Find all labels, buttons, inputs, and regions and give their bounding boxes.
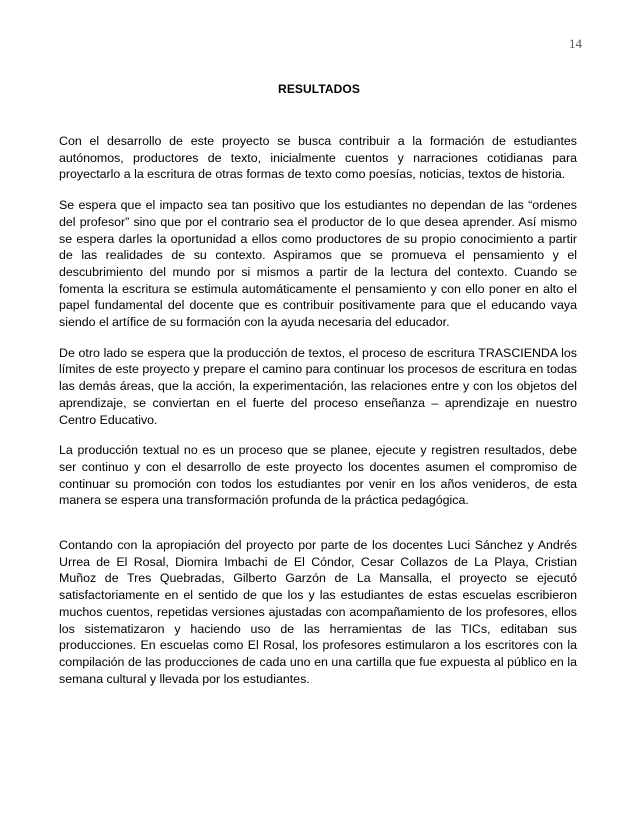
paragraph-continuity: La producción textual no es un proceso que se planee, ejecute y registren resultados, debe ser continuo y con el desarrollo de este proyecto los docentes asumen el compromiso de continuar su promoción con todos los estudiantes por venir en los años venideros, de esta manera se espera una transformación profunda de la práctica pedagógica.: [59, 443, 577, 508]
paragraph-trascienda: De otro lado se espera que la producción de textos, el proceso de escritura TRASCIENDA los límites de este proyecto y prepare el camino para continuar los procesos de escritura en todas las demás áreas, que la acción, la experimentación, las relaciones entre y con los objetos del aprendizaje, se conviertan en el fuerte del proceso enseñanza – aprendizaje en nuestro Centro Educativo.: [59, 345, 577, 427]
paragraph-impact: Se espera que el impacto sea tan positivo que los estudiantes no dependan de las “ordenes del profesor” sino que por el contrario sea el productor de lo que desea aprender. Así mismo se espera darles la oportunidad a ellos como productores de su propio conocimiento a partir de las realidades de su contexto. Aspiramos que se promueva el pensamiento y el descubrimiento del mundo por si mismos a partir de la lectura del contexto. Cuando se fomenta la escritura se estimula automáticamente el pensamiento y con ello poner en alto el papel fundamental del docente que es contribuir positivamente para que el educando vaya siendo el artífice de su formación con la ayuda necesaria del educador.: [59, 198, 577, 330]
page-number: 14: [569, 36, 582, 51]
paragraph-intro: Con el desarrollo de este proyecto se busca contribuir a la formación de estudiantes autónomos, productores de texto, inicialmente cuentos y narraciones cotidianas para proyectarlo a la escritura de otras formas de texto como poesías, noticias, textos de historia.: [59, 134, 577, 182]
paragraph-teachers: Contando con la apropiación del proyecto por parte de los docentes Luci Sánchez y Andrés Urrea de El Rosal, Diomira Imbachi de El Cóndor, Cesar Collazos de La Playa, Cristian Muñoz de Tres Quebradas, Gilberto Garzón de La Mansalla, el proyecto se ejecutó satisfactoriamente en el sentido de que los y las estudiantes de estas escuelas escribieron muchos cuentos, repetidas versiones ajustadas con acompañamiento de los profesores, ellos los sistematizaron y haciendo uso de las herramientas de las TICs, editaban sus producciones. En escuelas como El Rosal, los profesores estimularon a los escritores con la compilación de las producciones de cada uno en una cartilla que fue expuesta al público en la semana cultural y llevada por los estudiantes.: [59, 538, 577, 686]
document-body: [59, 133, 577, 701]
page-title: RESULTADOS: [278, 82, 360, 96]
